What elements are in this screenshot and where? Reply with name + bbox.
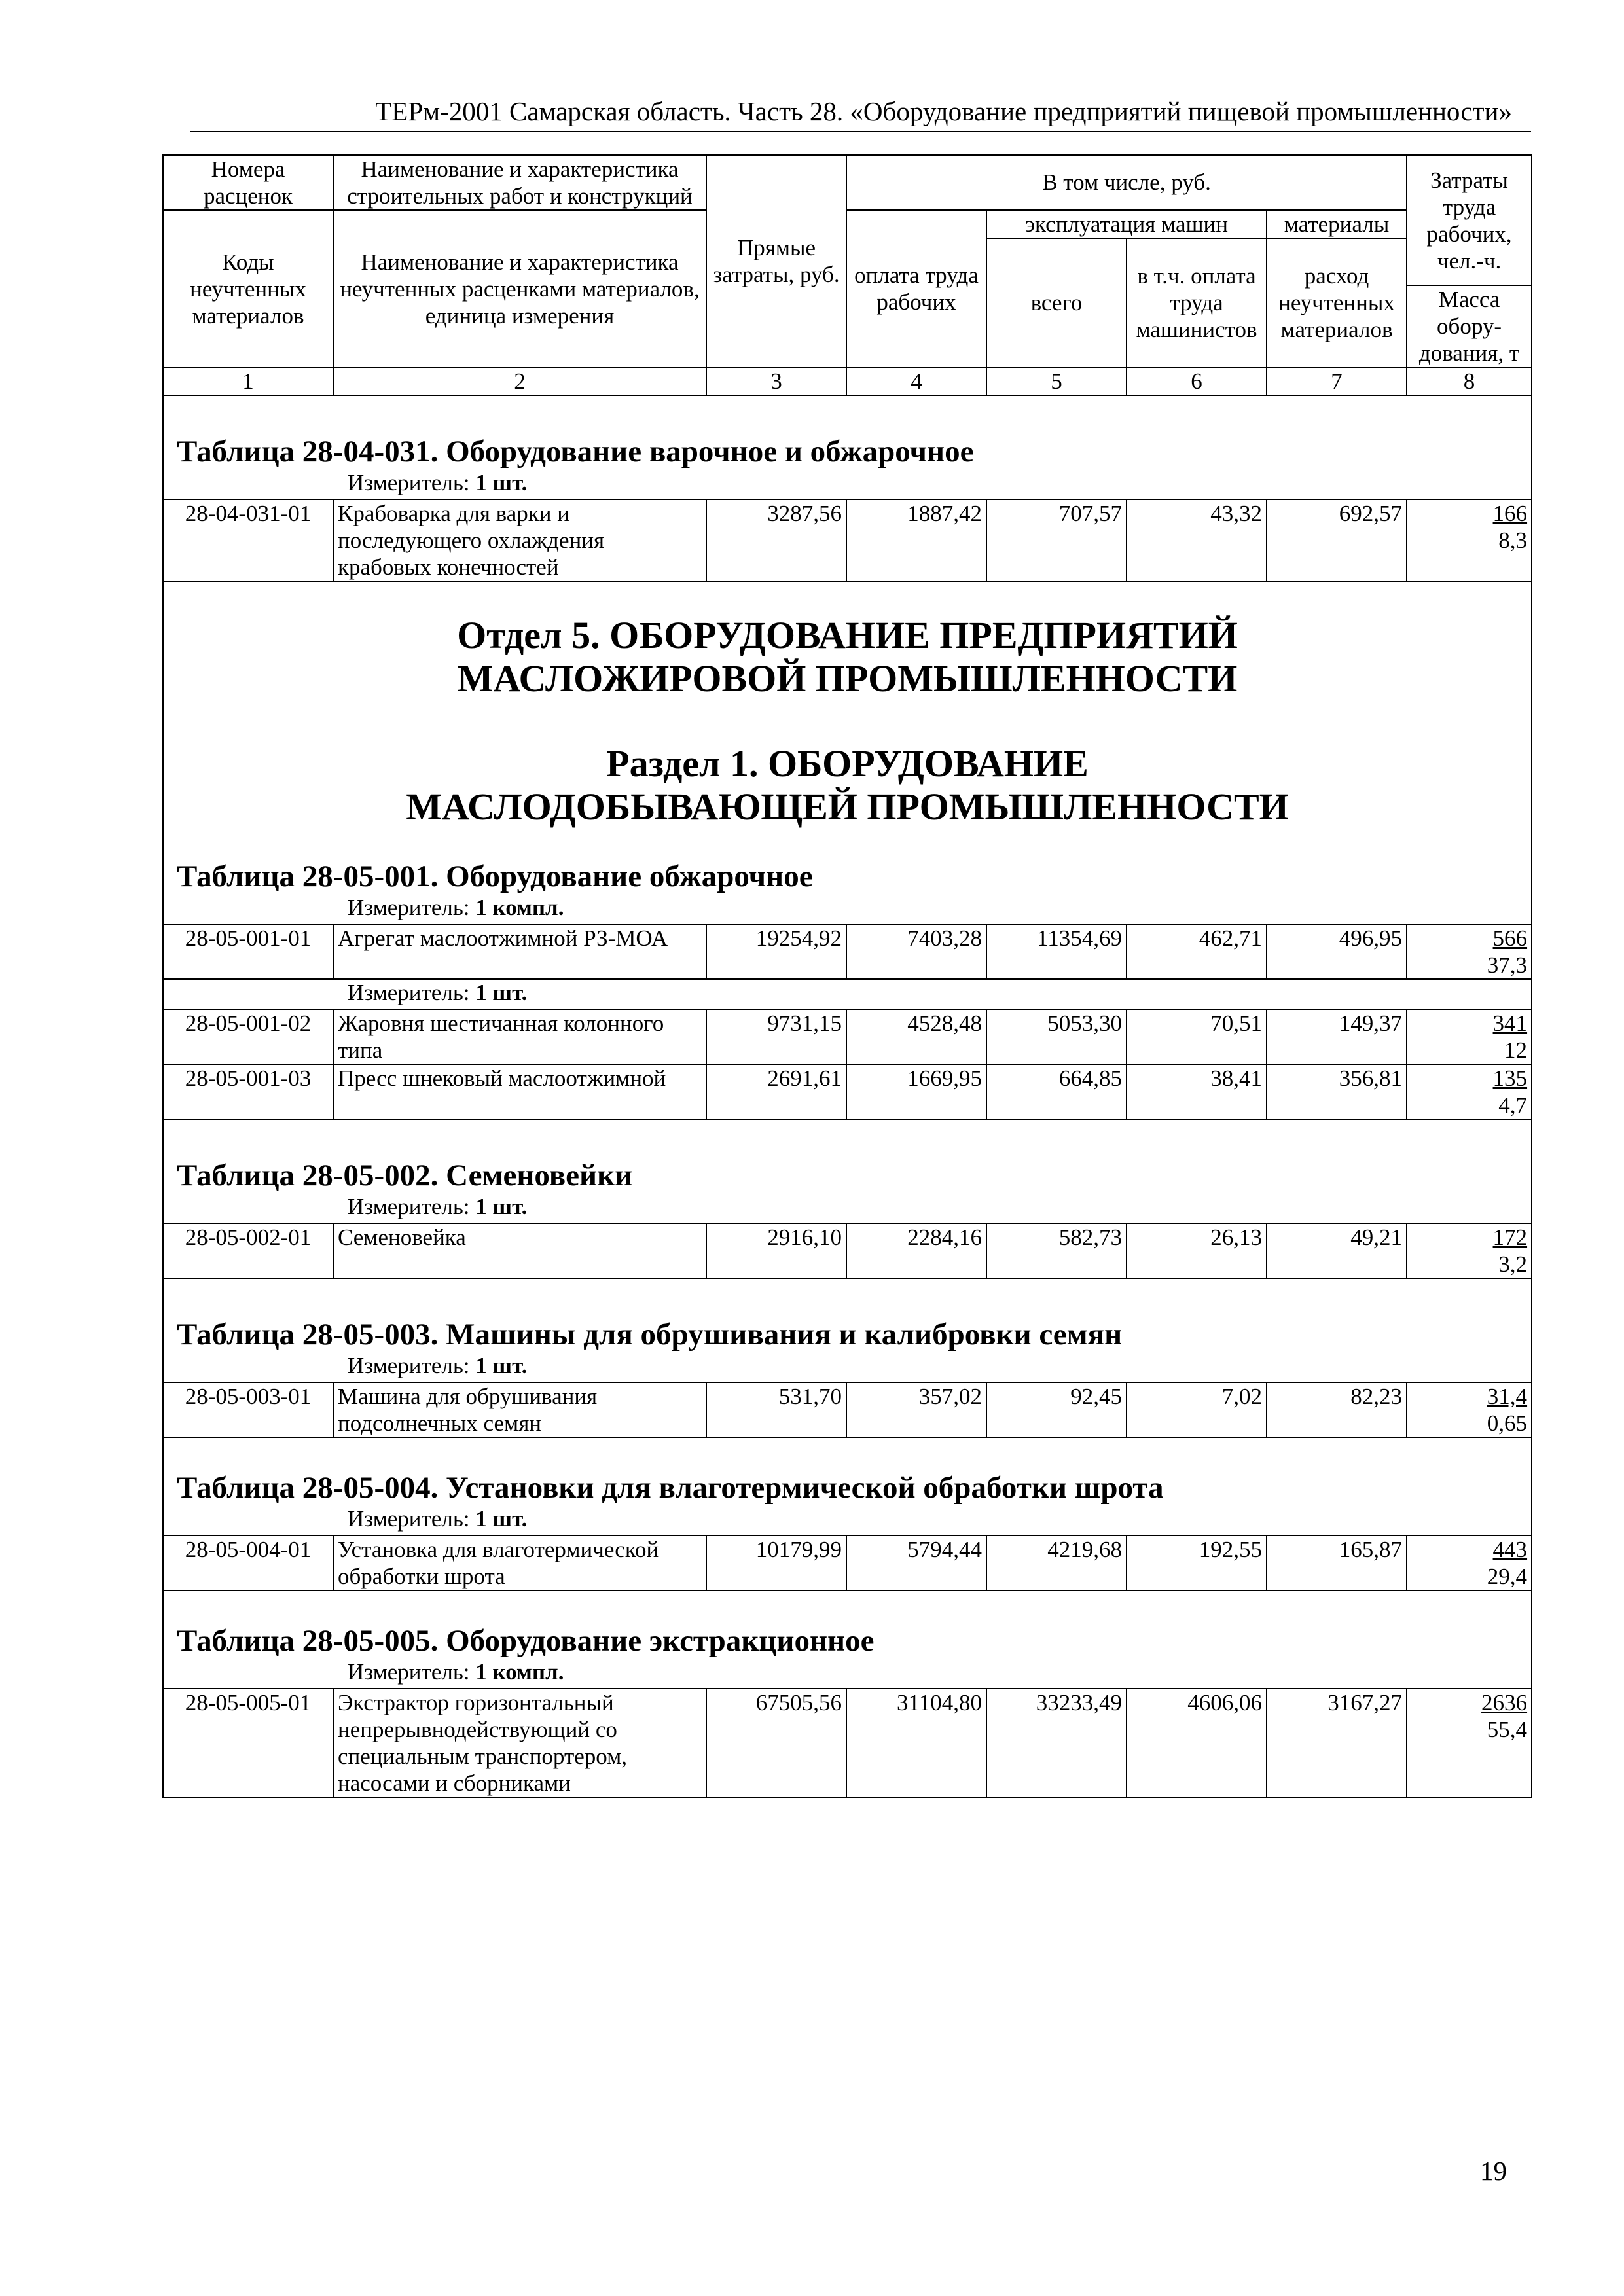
table-section — [163, 1590, 1532, 1689]
col-number: 8 — [1407, 367, 1532, 395]
measure-unit: 1 компл. — [475, 895, 564, 920]
col-number: 3 — [706, 367, 846, 395]
labor-hours: 166 — [1492, 501, 1528, 526]
labor-hours: 566 — [1492, 925, 1528, 951]
rate-code: 28-05-002-01 — [163, 1223, 333, 1278]
rate-code: 28-04-031-01 — [163, 499, 333, 581]
direct-costs: 19254,92 — [706, 924, 846, 979]
table-title: Таблица 28-05-003. Машины для обрушивания и калибровки семян — [177, 1318, 1123, 1352]
table-row — [163, 1223, 1532, 1278]
table-section — [163, 1278, 1532, 1382]
equipment-mass: 12 — [1504, 1037, 1528, 1063]
labor-hours: 341 — [1492, 1011, 1528, 1036]
col-number: 7 — [1267, 367, 1407, 395]
direct-costs: 9731,15 — [706, 1009, 846, 1064]
measure-label: Измеритель: — [348, 1659, 470, 1685]
direct-costs: 2916,10 — [706, 1223, 846, 1278]
worker-pay: 357,02 — [846, 1382, 986, 1437]
header-col2-bottom: Наименование и характеристика неучтенных расценками материалов, единица измерения — [333, 210, 706, 367]
col-number: 2 — [333, 367, 706, 395]
machinist-pay: 4606,06 — [1127, 1689, 1267, 1797]
direct-costs: 2691,61 — [706, 1064, 846, 1119]
labor-hours: 31,4 — [1487, 1384, 1528, 1409]
labor-hours: 135 — [1492, 1066, 1528, 1091]
materials-cost: 496,95 — [1267, 924, 1407, 979]
machines-total: 11354,69 — [986, 924, 1127, 979]
worker-pay: 1887,42 — [846, 499, 986, 581]
rates-table — [162, 154, 1532, 1798]
running-header: ТЕРм-2001 Самарская область. Часть 28. «Оборудование предприятий пищевой промышленности» — [375, 96, 1512, 126]
equipment-mass: 4,7 — [1498, 1092, 1528, 1118]
measure-label: Измеритель: — [348, 980, 470, 1005]
rate-code: 28-05-001-01 — [163, 924, 333, 979]
direct-costs: 10179,99 — [706, 1535, 846, 1590]
measure-unit: 1 шт. — [475, 1506, 528, 1532]
header-machinist-pay: в т.ч. оплата труда машинистов — [1127, 238, 1267, 367]
table-row — [163, 1689, 1532, 1797]
labor-mass-cell — [1407, 1064, 1532, 1119]
col-number: 4 — [846, 367, 986, 395]
measure-line — [164, 980, 1531, 1009]
measure-label: Измеритель: — [348, 1194, 470, 1219]
direct-costs: 67505,56 — [706, 1689, 846, 1797]
rate-code: 28-05-001-02 — [163, 1009, 333, 1064]
labor-hours: 443 — [1492, 1537, 1528, 1562]
worker-pay: 4528,48 — [846, 1009, 986, 1064]
header-col2-top: Наименование и характеристика строительных работ и конструкций — [333, 155, 706, 210]
equipment-mass: 55,4 — [1487, 1717, 1528, 1742]
table-row — [163, 924, 1532, 979]
measure-line — [164, 470, 1531, 499]
measure-line — [164, 1506, 1531, 1535]
materials-cost: 356,81 — [1267, 1064, 1407, 1119]
header-direct-costs: Прямые затраты, руб. — [706, 155, 846, 367]
measure-line — [164, 895, 1531, 924]
labor-mass-cell — [1407, 499, 1532, 581]
worker-pay: 1669,95 — [846, 1064, 986, 1119]
table-title: Таблица 28-05-004. Установки для влаготермической обработки шрота — [177, 1471, 1164, 1505]
materials-cost: 82,23 — [1267, 1382, 1407, 1437]
table-title: Таблица 28-05-001. Оборудование обжарочное — [177, 859, 813, 893]
rate-name: Экстрактор горизонтальный непрерывнодействующий со специальным транспортером, насосами и сборниками — [333, 1689, 706, 1797]
rate-name: Установка для влаготермической обработки шрота — [333, 1535, 706, 1590]
header-labor-hours: Затраты труда рабочих, чел.-ч. — [1407, 155, 1532, 285]
measure-unit: 1 шт. — [475, 1194, 528, 1219]
machinist-pay: 462,71 — [1127, 924, 1267, 979]
equipment-mass: 37,3 — [1487, 952, 1528, 978]
machinist-pay: 70,51 — [1127, 1009, 1267, 1064]
direct-costs: 3287,56 — [706, 499, 846, 581]
labor-mass-cell — [1407, 1382, 1532, 1437]
header-equipment-mass: Масса обору-дования, т — [1407, 285, 1532, 367]
measure-unit: 1 компл. — [475, 1659, 564, 1685]
table-title: Таблица 28-05-002. Семеновейки — [177, 1158, 633, 1193]
table-row — [163, 1009, 1532, 1064]
labor-mass-cell — [1407, 1535, 1532, 1590]
header-materials: материалы — [1267, 210, 1407, 238]
measure-section — [163, 979, 1532, 1009]
worker-pay: 5794,44 — [846, 1535, 986, 1590]
measure-line — [164, 1659, 1531, 1688]
rate-name: Жаровня шестичанная колонного типа — [333, 1009, 706, 1064]
machines-total: 664,85 — [986, 1064, 1127, 1119]
table-section — [163, 395, 1532, 499]
machines-total: 5053,30 — [986, 1009, 1127, 1064]
equipment-mass: 29,4 — [1487, 1564, 1528, 1589]
table-row — [163, 1382, 1532, 1437]
measure-line — [164, 1194, 1531, 1223]
worker-pay: 7403,28 — [846, 924, 986, 979]
labor-mass-cell — [1407, 1689, 1532, 1797]
division-title: Отдел 5. ОБОРУДОВАНИЕ ПРЕДПРИЯТИЙ МАСЛОЖИРОВОЙ ПРОМЫШЛЕННОСТИ — [457, 614, 1238, 700]
labor-mass-cell — [1407, 924, 1532, 979]
header-group: В том числе, руб. — [846, 155, 1407, 210]
labor-hours: 2636 — [1481, 1690, 1528, 1715]
rate-code: 28-05-005-01 — [163, 1689, 333, 1797]
header-col1-bottom: Коды неучтенных материалов — [163, 210, 333, 367]
measure-label: Измеритель: — [348, 470, 470, 495]
table-row — [163, 1064, 1532, 1119]
rate-code: 28-05-001-03 — [163, 1064, 333, 1119]
measure-unit: 1 шт. — [475, 980, 528, 1005]
page-number: 19 — [1480, 2156, 1507, 2186]
measure-label: Измеритель: — [348, 1506, 470, 1532]
measure-label: Измеритель: — [348, 895, 470, 920]
materials-cost: 165,87 — [1267, 1535, 1407, 1590]
table-title: Таблица 28-04-031. Оборудование варочное и обжарочное — [177, 435, 974, 469]
machinist-pay: 192,55 — [1127, 1535, 1267, 1590]
worker-pay: 31104,80 — [846, 1689, 986, 1797]
rate-code: 28-05-003-01 — [163, 1382, 333, 1437]
measure-label: Измеритель: — [348, 1353, 470, 1378]
worker-pay: 2284,16 — [846, 1223, 986, 1278]
table-section — [163, 1119, 1532, 1223]
table-section — [163, 1437, 1532, 1535]
measure-line — [164, 1353, 1531, 1382]
equipment-mass: 3,2 — [1498, 1251, 1528, 1277]
header-col1-top: Номера расценок — [163, 155, 333, 210]
machinist-pay: 43,32 — [1127, 499, 1267, 581]
machines-total: 4219,68 — [986, 1535, 1127, 1590]
labor-mass-cell — [1407, 1223, 1532, 1278]
rate-name: Крабоварка для варки и последующего охлаждения крабовых конечностей — [333, 499, 706, 581]
division-section — [163, 581, 1532, 924]
header-worker-pay: оплата труда рабочих — [846, 210, 986, 367]
materials-cost: 149,37 — [1267, 1009, 1407, 1064]
labor-mass-cell — [1407, 1009, 1532, 1064]
equipment-mass: 0,65 — [1487, 1410, 1528, 1436]
machinist-pay: 7,02 — [1127, 1382, 1267, 1437]
header-machines: эксплуатация машин — [986, 210, 1267, 238]
materials-cost: 692,57 — [1267, 499, 1407, 581]
table-row — [163, 499, 1532, 581]
labor-hours: 172 — [1492, 1225, 1528, 1250]
rate-name: Семеновейка — [333, 1223, 706, 1278]
table-title: Таблица 28-05-005. Оборудование экстракционное — [177, 1624, 875, 1658]
materials-cost: 49,21 — [1267, 1223, 1407, 1278]
rate-code: 28-05-004-01 — [163, 1535, 333, 1590]
header-machines-total: всего — [986, 238, 1127, 367]
col-number: 1 — [163, 367, 333, 395]
header-unaccounted-materials: расход неучтенных материалов — [1267, 238, 1407, 367]
equipment-mass: 8,3 — [1498, 528, 1528, 553]
machinist-pay: 38,41 — [1127, 1064, 1267, 1119]
measure-unit: 1 шт. — [475, 470, 528, 495]
measure-unit: 1 шт. — [475, 1353, 528, 1378]
machinist-pay: 26,13 — [1127, 1223, 1267, 1278]
col-number: 6 — [1127, 367, 1267, 395]
materials-cost: 3167,27 — [1267, 1689, 1407, 1797]
machines-total: 582,73 — [986, 1223, 1127, 1278]
machines-total: 92,45 — [986, 1382, 1127, 1437]
direct-costs: 531,70 — [706, 1382, 846, 1437]
rate-name: Машина для обрушивания подсолнечных семян — [333, 1382, 706, 1437]
machines-total: 707,57 — [986, 499, 1127, 581]
header-rule — [190, 131, 1531, 132]
machines-total: 33233,49 — [986, 1689, 1127, 1797]
rate-name: Пресс шнековый маслоотжимной — [333, 1064, 706, 1119]
subdivision-title: Раздел 1. ОБОРУДОВАНИЕ МАСЛОДОБЫВАЮЩЕЙ ПРОМЫШЛЕННОСТИ — [406, 742, 1289, 828]
col-number: 5 — [986, 367, 1127, 395]
rate-name: Агрегат маслоотжимной РЗ-МОА — [333, 924, 706, 979]
table-row — [163, 1535, 1532, 1590]
